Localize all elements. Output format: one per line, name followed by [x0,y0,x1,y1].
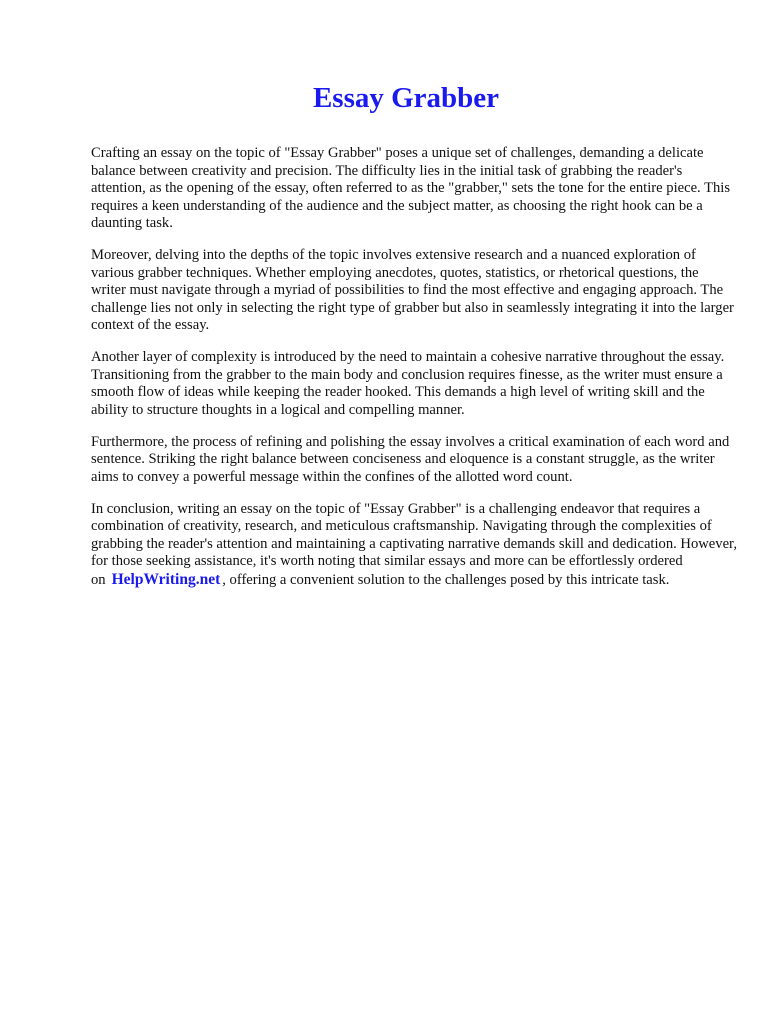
essay-body [91,145,737,604]
paragraph-1: Crafting an essay on the topic of "Essay Grabber" poses a unique set of challenges, demanding a delicate balance between creativity and precision. The difficulty lies in the initial task of grabbing the reader's attention, as the opening of the essay, often referred to as the "grabber," sets the tone for the entire piece. This requires a keen understanding of the audience and the subject matter, as choosing the right hook can be a daunting task. [91,145,731,231]
page-title: Essay Grabber [312,82,500,114]
conclusion-text-after-link: , offering a convenient solution to the challenges posed by this intricate task. [222,571,670,588]
paragraph-conclusion [91,501,737,590]
paragraph-2: Moreover, delving into the depths of the topic involves extensive research and a nuanced exploration of various grabber techniques. Whether employing anecdotes, quotes, statistics, or rhetorical questions, the writer must navigate through a myriad of possibilities to find the most effective and engaging approach. The challenge lies not only in selecting the right type of grabber but also in seamlessly integrating it into the larger context of the essay. [91,247,734,333]
helpwriting-link[interactable]: HelpWriting.net [111,570,221,588]
paragraph-4: Furthermore, the process of refining and polishing the essay involves a critical examination of each word and sentence. Striking the right balance between conciseness and eloquence is a constant struggle, as the writer aims to convey a powerful message within the confines of the allotted word count. [91,433,730,485]
conclusion-text-before-link: In conclusion, writing an essay on the topic of "Essay Grabber" is a challenging endeavor that requires a combination of creativity, research, and meticulous craftsmanship. Navigating through the complexities of grabbing the reader's attention and maintaining a captivating narrative demands skill and dedication. However, for those seeking assistance, it's worth noting that similar essays and more can be effortlessly ordered on [91,500,737,588]
paragraph-3: Another layer of complexity is introduced by the need to maintain a cohesive narrative throughout the essay. Transitioning from the grabber to the main body and conclusion requires finesse, as the writer must ensure a smooth flow of ideas while keeping the reader hooked. This demands a high level of writing skill and the ability to structure thoughts in a logical and compelling manner. [91,349,725,418]
